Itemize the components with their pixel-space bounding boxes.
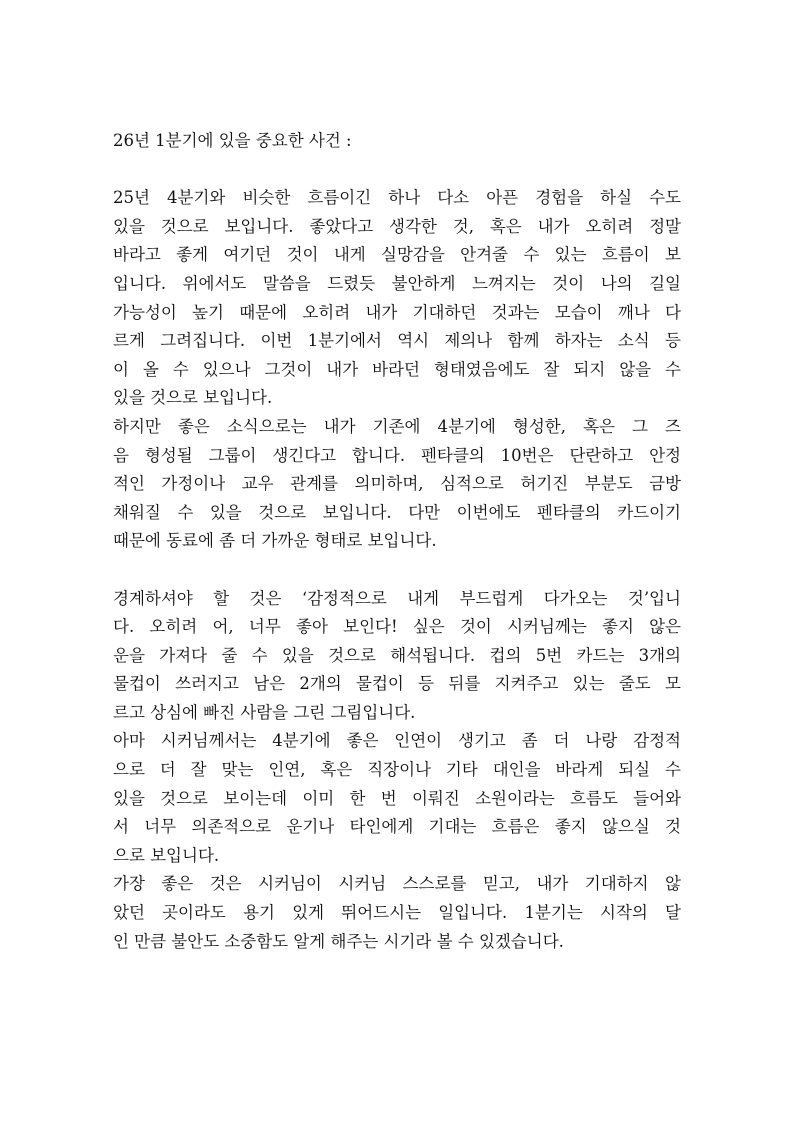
paragraph bbox=[113, 870, 681, 956]
text-line: 인 만큼 불안도 소중함도 알게 해주는 시기라 볼 수 있겠습니다. bbox=[113, 931, 564, 951]
text-line: 바라고 좋게 여기던 것이 내게 실망감을 안겨줄 수 있는 흐름이 보 bbox=[113, 245, 681, 265]
text-line: 물컵이 쓰러지고 남은 2개의 물컵이 등 뒤를 지켜주고 있는 줄도 모 bbox=[113, 674, 681, 694]
text-line: 서 너무 의존적으로 운기나 타인에게 기대는 흐름은 좋지 않으실 것 bbox=[113, 817, 681, 837]
text-line: 르고 상심에 빠진 사람을 그린 그림입니다. bbox=[113, 702, 416, 722]
text-line: 음 형성될 그룹이 생긴다고 합니다. 펜타클의 10번은 단란하고 안정 bbox=[113, 445, 681, 465]
text-line: 운을 가져다 줄 수 있을 것으로 해석됩니다. 컵의 5번 카드는 3개의 bbox=[113, 645, 681, 665]
text-line: 있을 것으로 보입니다. bbox=[113, 388, 273, 408]
text-line: 25년 4분기와 비슷한 흐름이긴 하나 다소 아픈 경험을 하실 수도 bbox=[113, 188, 681, 208]
section-heading: 26년 1분기에 있을 중요한 사건 : bbox=[113, 131, 352, 150]
text-line: 적인 가정이나 교우 관계를 의미하며, 심적으로 허기진 부분도 금방 bbox=[113, 474, 681, 494]
text-line: 가장 좋은 것은 시커님이 시커님 스스로를 믿고, 내가 기대하지 않 bbox=[113, 874, 681, 894]
text-line: 가능성이 높기 때문에 오히려 내가 기대하던 것과는 모습이 깨나 다 bbox=[113, 302, 681, 322]
text-line: 있을 것으로 보입니다. 좋았다고 생각한 것, 혹은 내가 오히려 정말 bbox=[113, 216, 681, 236]
paragraph bbox=[113, 184, 681, 413]
text-line: 경계하셔야 할 것은 ‘감정적으로 내게 부드럽게 다가오는 것’입니 bbox=[113, 588, 681, 608]
text-line: 으로 더 잘 맞는 인연, 혹은 직장이나 기타 대인을 바라게 되실 수 bbox=[113, 760, 681, 780]
text-line: 이 올 수 있으나 그것이 내가 바라던 형태였음에도 잘 되지 않을 수 bbox=[113, 359, 681, 379]
paragraph bbox=[113, 413, 681, 556]
text-line: 아마 시커님께서는 4분기에 좋은 인연이 생기고 좀 더 나랑 감정적 bbox=[113, 731, 681, 751]
text-line: 채워질 수 있을 것으로 보입니다. 다만 이번에도 펜타클의 카드이기 bbox=[113, 502, 681, 522]
paragraph bbox=[113, 727, 681, 870]
text-line: 때문에 동료에 좀 더 가까운 형태로 보입니다. bbox=[113, 531, 437, 551]
blank-line bbox=[113, 556, 681, 585]
document-body bbox=[113, 127, 681, 956]
text-line: 하지만 좋은 소식으로는 내가 기존에 4분기에 형성한, 혹은 그 즈 bbox=[113, 416, 681, 436]
text-line: 르게 그려집니다. 이번 1분기에서 역시 제의나 함께 하자는 소식 등 bbox=[113, 331, 681, 351]
text-line: 있을 것으로 보이는데 이미 한 번 이뤄진 소원이라는 흐름도 들어와 bbox=[113, 788, 681, 808]
text-line: 다. 오히려 어, 너무 좋아 보인다! 싶은 것이 시커님께는 좋지 않은 bbox=[113, 617, 681, 637]
text-line: 으로 보입니다. bbox=[113, 845, 220, 865]
paragraph bbox=[113, 585, 681, 728]
text-line: 았던 곳이라도 용기 있게 뛰어드시는 일입니다. 1분기는 시작의 달 bbox=[113, 903, 681, 923]
blank-line bbox=[113, 156, 681, 185]
text-line: 입니다. 위에서도 말씀을 드렸듯 불안하게 느껴지는 것이 나의 길일 bbox=[113, 273, 681, 293]
